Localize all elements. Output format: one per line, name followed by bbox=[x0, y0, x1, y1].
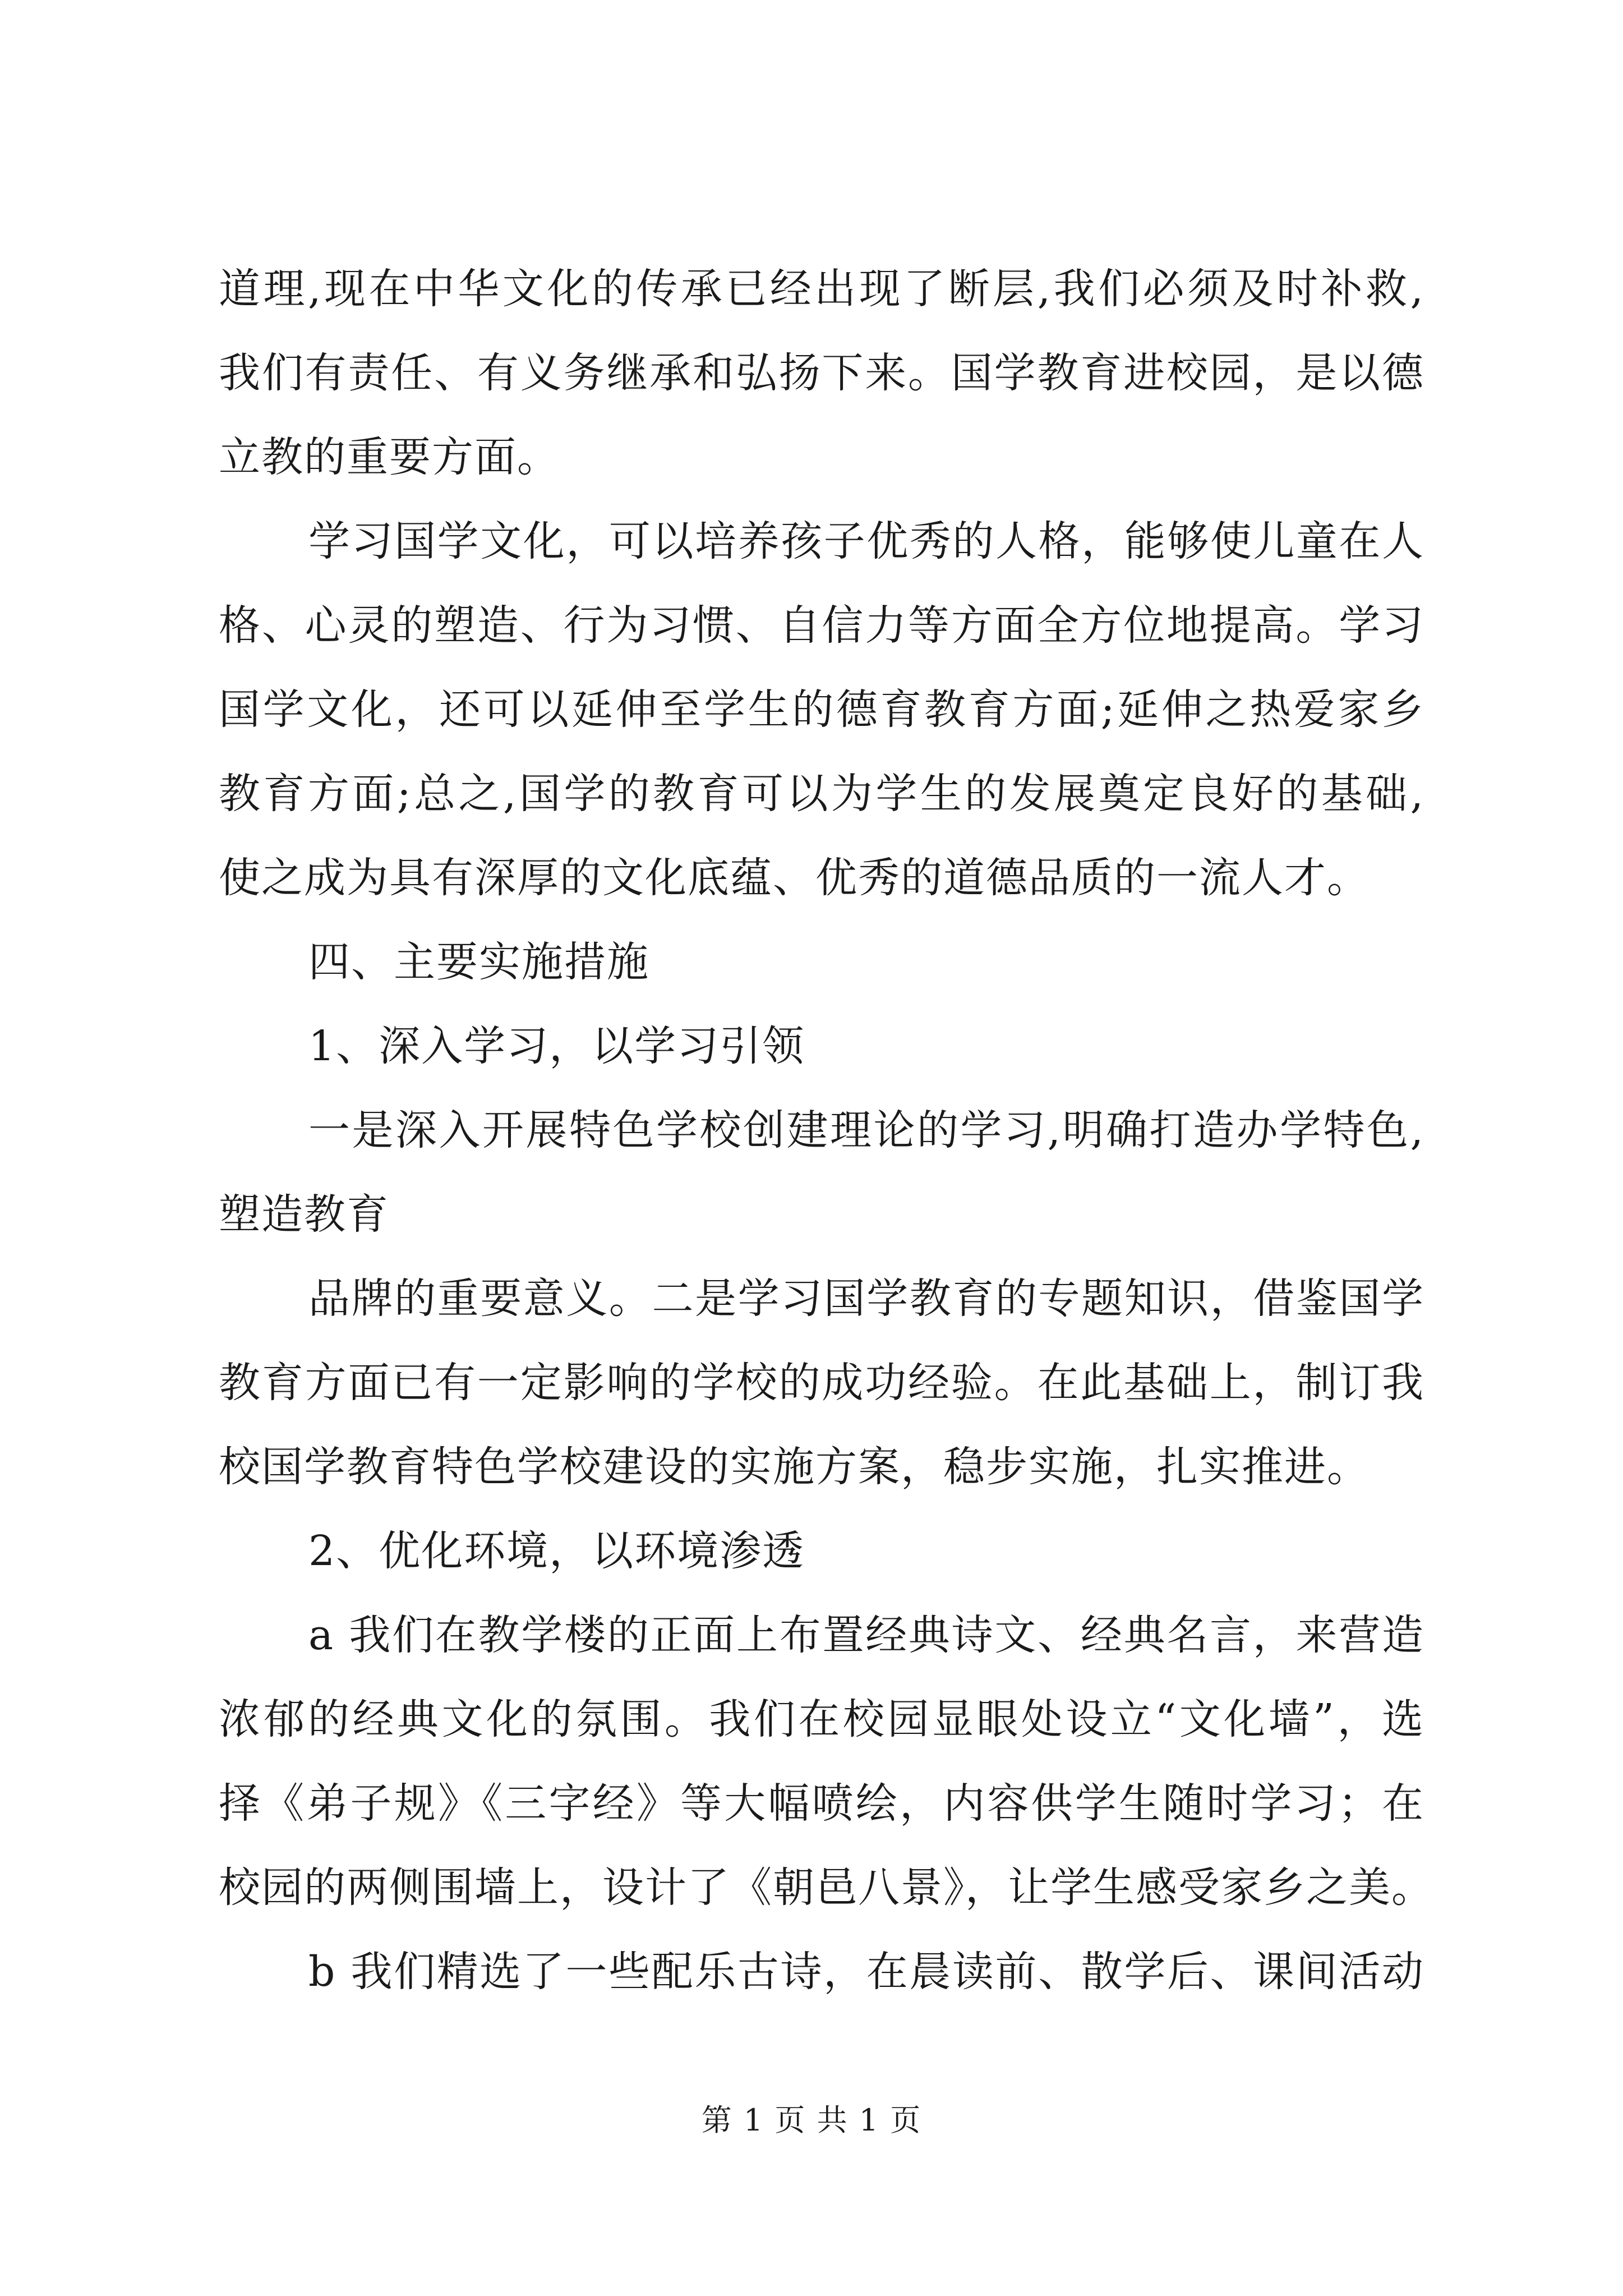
text-line: 2、优化环境，以环境渗透 bbox=[308, 1527, 805, 1575]
text-line: 一是深入开展特色学校创建理论的学习,明确打造办学特色, bbox=[308, 1106, 1424, 1154]
text-line: 格、心灵的塑造、行为习惯、自信力等方面全方位地提高。学习 bbox=[219, 601, 1424, 650]
text-line: 使之成为具有深厚的文化底蕴、优秀的道德品质的一流人才。 bbox=[219, 854, 1370, 902]
text-line: 校国学教育特色学校建设的实施方案，稳步实施，扎实推进。 bbox=[219, 1443, 1370, 1491]
page-footer: 第 1 页 共 1 页 bbox=[701, 2102, 922, 2138]
document-body bbox=[219, 247, 1434, 2014]
text-line: 浓郁的经典文化的氛围。我们在校园显眼处设立“文化墙”，选 bbox=[219, 1695, 1424, 1743]
text-line: 校园的两侧围墙上，设计了《朝邑八景》，让学生感受家乡之美。 bbox=[219, 1864, 1434, 1912]
text-line: 1、深入学习，以学习引领 bbox=[308, 1022, 805, 1070]
text-line: 四、主要实施措施 bbox=[308, 938, 649, 986]
text-line: b 我们精选了一些配乐古诗，在晨读前、散学后、课间活动 bbox=[308, 1948, 1424, 1996]
text-line: 教育方面已有一定影响的学校的成功经验。在此基础上，制订我 bbox=[219, 1359, 1424, 1407]
text-line: 塑造教育 bbox=[219, 1190, 389, 1239]
text-line: a 我们在教学楼的正面上布置经典诗文、经典名言，来营造 bbox=[308, 1611, 1424, 1659]
text-line: 道理,现在中华文化的传承已经出现了断层,我们必须及时补救, bbox=[219, 265, 1424, 313]
text-line: 品牌的重要意义。二是学习国学教育的专题知识，借鉴国学 bbox=[308, 1274, 1424, 1323]
text-line: 学习国学文化，可以培养孩子优秀的人格，能够使儿童在人 bbox=[308, 517, 1424, 565]
text-line: 立教的重要方面。 bbox=[219, 433, 560, 481]
text-line: 教育方面;总之,国学的教育可以为学生的发展奠定良好的基础, bbox=[219, 770, 1424, 818]
text-line: 择《弟子规》《三字经》等大幅喷绘，内容供学生随时学习；在 bbox=[219, 1779, 1424, 1828]
text-line: 国学文化，还可以延伸至学生的德育教育方面;延伸之热爱家乡 bbox=[219, 685, 1424, 734]
text-line: 我们有责任、有义务继承和弘扬下来。国学教育进校园，是以德 bbox=[219, 349, 1424, 397]
